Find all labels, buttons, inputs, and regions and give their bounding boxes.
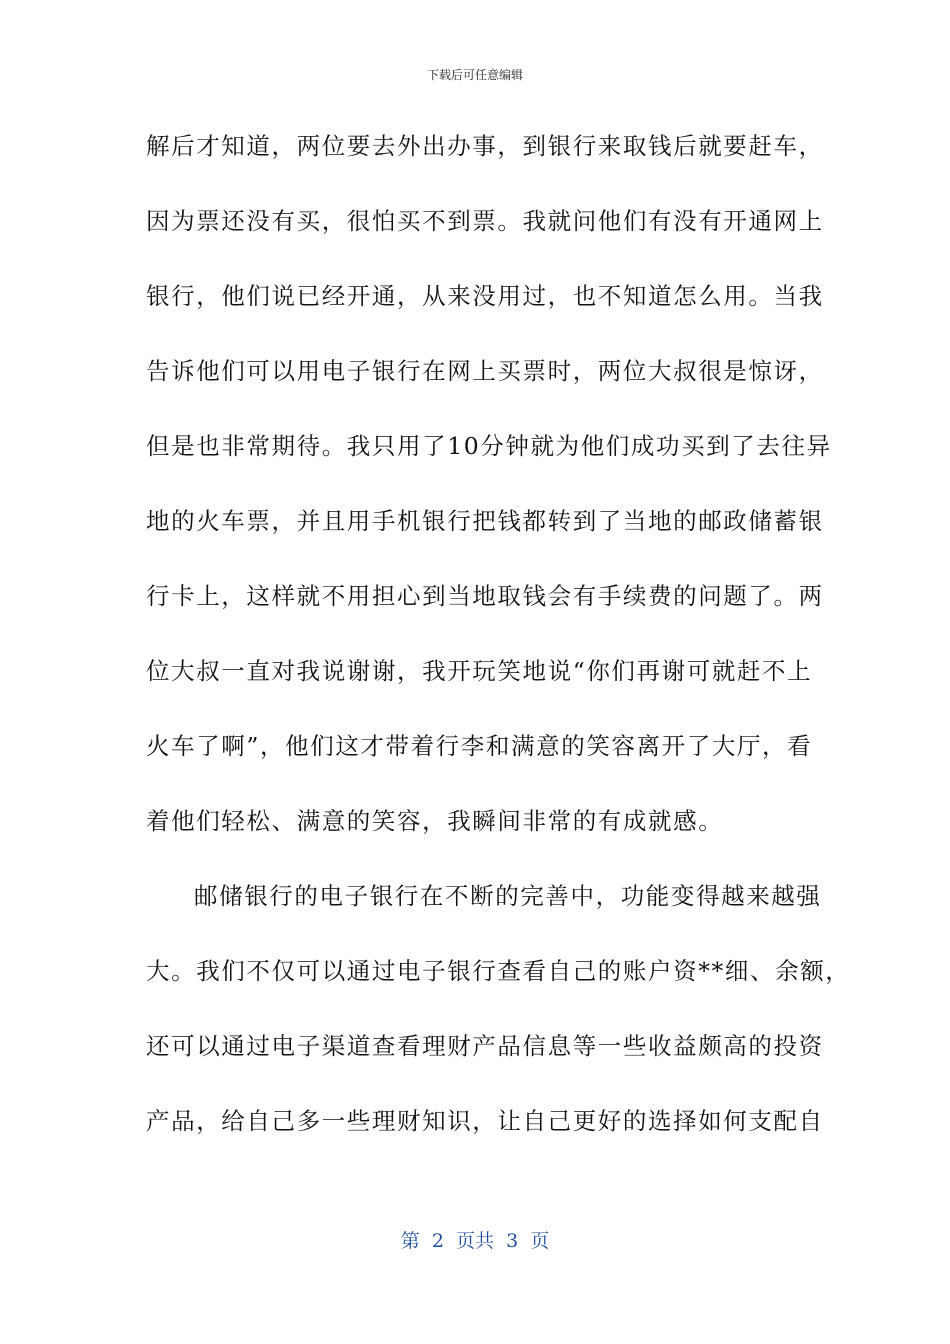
text-line: 银行，他们说已经开通，从来没用过，也不知道怎么用。当我 <box>146 282 824 310</box>
text-line: 着他们轻松、满意的笑容，我瞬间非常的有成就感。 <box>146 807 724 835</box>
document-body <box>146 119 851 1169</box>
text-line: 还可以通过电子渠道查看理财产品信息等一些收益颇高的投资 <box>146 1032 824 1060</box>
text-line: 大。我们不仅可以通过电子银行查看自己的账户资**细、余额， <box>146 957 851 985</box>
text-line: 但是也非常期待。我只用了10分钟就为他们成功买到了去往异 <box>146 432 832 460</box>
text-line: 位大叔一直对我说谢谢，我开玩笑地说“你们再谢可就赶不上 <box>146 657 813 685</box>
text-line: 行卡上，这样就不用担心到当地取钱会有手续费的问题了。两 <box>146 582 824 610</box>
text-line: 地的火车票，并且用手机银行把钱都转到了当地的邮政储蓄银 <box>146 507 824 535</box>
text-line: 解后才知道，两位要去外出办事，到银行来取钱后就要赶车， <box>146 132 824 160</box>
page-header: 下载后可任意编辑 <box>426 68 523 82</box>
paragraph-start-line: 邮储银行的电子银行在不断的完善中，功能变得越来越强 <box>194 882 822 910</box>
text-line: 产品，给自己多一些理财知识，让自己更好的选择如何支配自 <box>146 1107 824 1135</box>
text-line: 因为票还没有买，很怕买不到票。我就问他们有没有开通网上 <box>146 207 824 235</box>
page-number-footer: 第 2 页共 3 页 <box>400 1230 550 1252</box>
text-line: 告诉他们可以用电子银行在网上买票时，两位大叔很是惊讶， <box>146 357 824 385</box>
text-line: 火车了啊”，他们这才带着行李和满意的笑容离开了大厅，看 <box>146 732 813 760</box>
